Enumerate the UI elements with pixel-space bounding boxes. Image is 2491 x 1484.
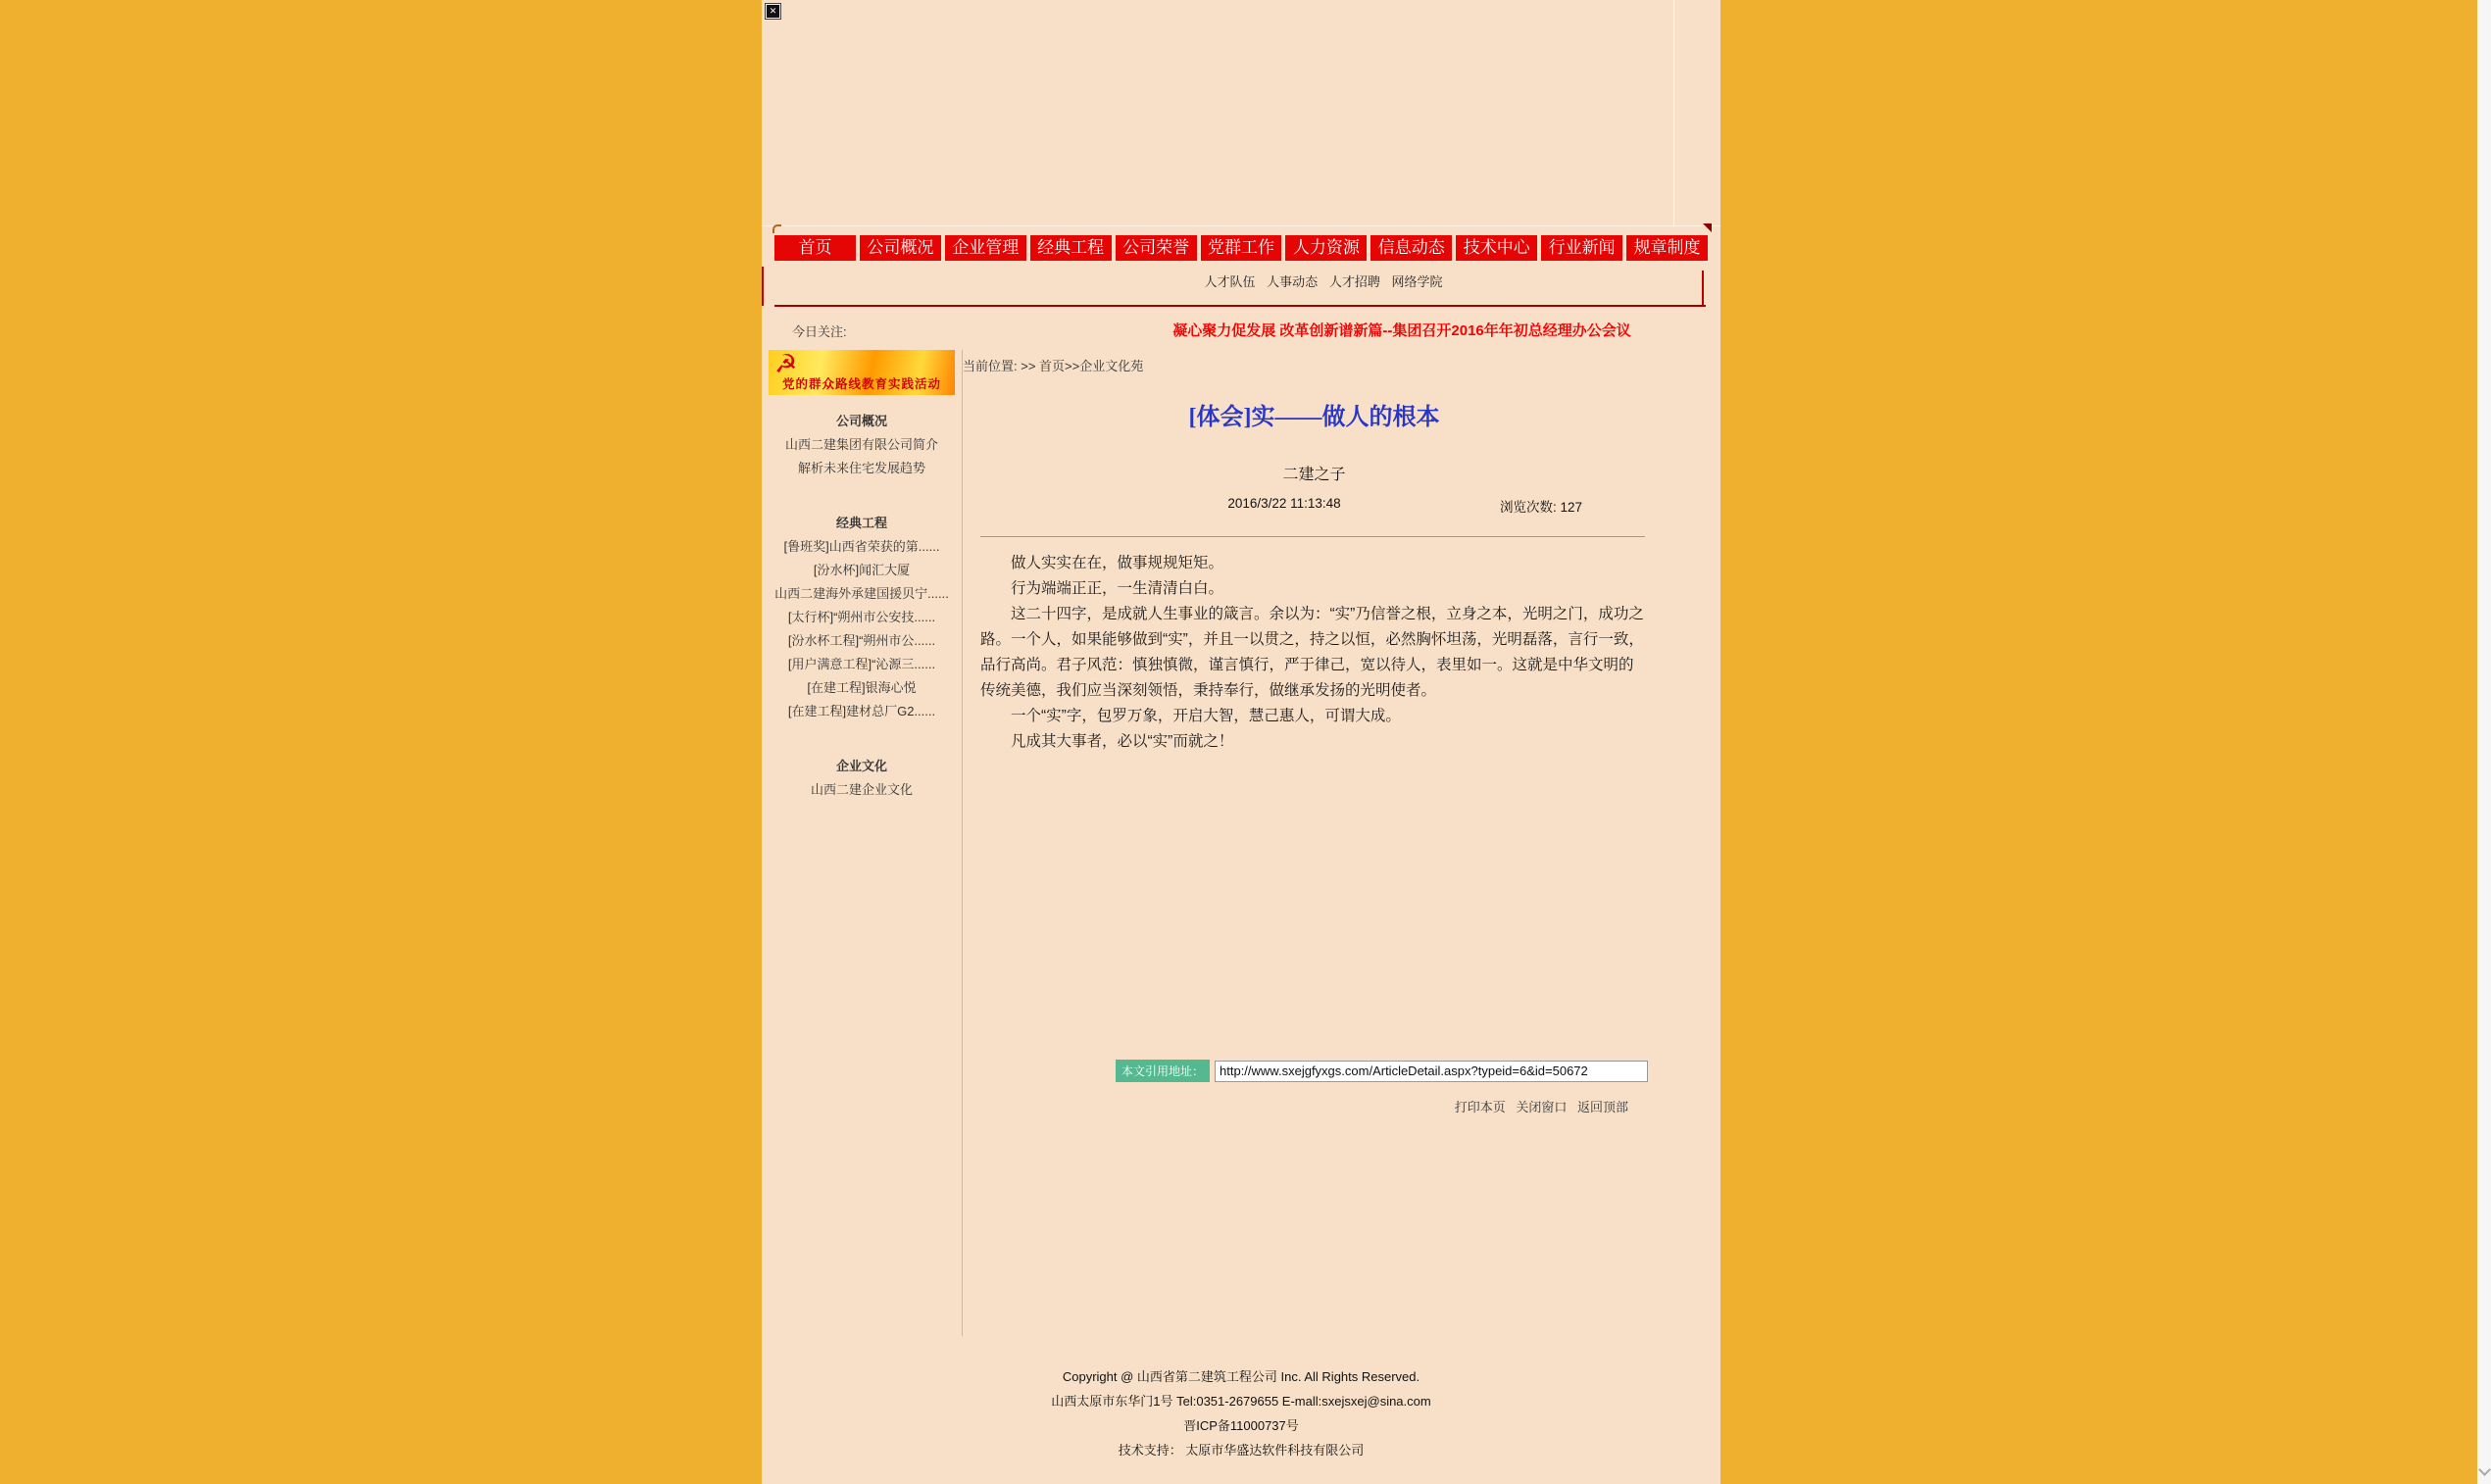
sidebar-link[interactable]: [鲁班奖]山西省荣获的第...... [783,539,940,554]
article-body [980,551,1648,755]
nav-industry-news[interactable]: 行业新闻 [1541,235,1622,261]
sidebar-heading-company-overview: 公司概况 [835,414,887,428]
footer-address-contact: 山西太原市东华门1号 Tel:0351-2679655 E-mall:sxejsxej@sina.com [1051,1394,1431,1409]
top-banner-bottom-border [762,225,1720,226]
nav-rules[interactable]: 规章制度 [1626,235,1708,261]
main-navigation [774,235,1708,261]
close-window-link[interactable]: 关闭窗口 [1516,1100,1568,1114]
footer-copyright: Copyright @ 山西省第二建筑工程公司 Inc. All Rights Reserved. [1062,1369,1420,1384]
sidebar-link[interactable]: 山西二建海外承建国援贝宁...... [774,586,949,601]
sidebar-link[interactable]: [汾水杯工程]“朔州市公...... [787,633,936,648]
footer-tech-support: 技术支持： 太原市华盛达软件科技有限公司 [1118,1443,1365,1458]
article-date: 2016/3/22 11:13:48 [1227,496,1341,511]
sidebar-spacer [762,480,962,497]
sidebar-heading-corporate-culture: 企业文化 [835,759,887,773]
article-actions [1448,1097,1628,1115]
today-focus-label: 今日关注: [792,324,847,339]
nav-party-work[interactable]: 党群工作 [1201,235,1282,261]
header-divider-line [774,305,1706,307]
print-page-link[interactable]: 打印本页 [1454,1100,1506,1114]
page-column [762,0,1720,1484]
nav-corner-left-decoration [772,224,781,233]
nav-tech-center[interactable]: 技术中心 [1456,235,1537,261]
breadcrumb: 当前位置: >> 首页>>企业文化苑 [963,359,1144,373]
sidebar-link[interactable]: [汾水杯]闻汇大厦 [813,563,911,577]
citation-row [1116,1060,1648,1082]
sidebar-link[interactable]: 山西二建集团有限公司简介 [784,437,938,452]
nav-enterprise-management[interactable]: 企业管理 [945,235,1026,261]
sidebar-link[interactable]: 解析未来住宅发展趋势 [797,461,925,475]
today-focus-headline-link[interactable]: 凝心聚力促发展 改革创新谱新篇--集团召开2016年年初总经理办公会议 [1172,322,1631,339]
citation-url-input[interactable] [1215,1061,1648,1082]
article-paragraph: 行为端端正正，一生清清白白。 [1011,580,1224,597]
subnav-talent-team[interactable]: 人才队伍 [1204,274,1256,289]
subnav-recruitment[interactable]: 人才招聘 [1328,274,1380,289]
vertical-scrollbar[interactable] [2477,0,2491,1484]
broken-image-icon: ✕ [766,4,780,19]
sidebar-link[interactable]: 山西二建企业文化 [810,782,913,797]
citation-label: 本文引用地址： [1116,1060,1210,1082]
sidebar-link[interactable]: [在建工程]建材总厂G2...... [787,704,936,718]
article-paragraph: 凡成其大事者，必以“实”而就之！ [1011,733,1234,750]
sidebar-banner-text: 党的群众路线教育实践活动 [781,377,941,391]
nav-company-overview[interactable]: 公司概况 [860,235,941,261]
article-paragraph: 这二十四字，是成就人生事业的箴言。余以为：“实”乃信誉之根，立身之本，光明之门，成功之路。一个人，如果能够做到“实”，并且一以贯之，持之以恒，必然胸怀坦荡，光明磊落，言行一致，品行高尚。君子风范：慎独慎微，谨言慎行，严于律己，宽以待人，表里如一。这就是中华文明的传统美德，我们应当深刻领悟，秉持奉行，做继承发扬的光明使者。 [980,606,1644,699]
footer [762,1364,1720,1462]
article-view-count: 浏览次数: 127 [1499,500,1583,515]
article-paragraph: 做人实实在在，做事规规矩矩。 [1011,555,1224,571]
article-paragraph: 一个“实”字，包罗万象，开启大智，慧己惠人，可谓大成。 [1011,708,1401,724]
top-banner-divider [1673,0,1674,226]
sidebar-link[interactable]: [用户满意工程]“沁源三...... [787,657,936,671]
sidebar-link[interactable]: [在建工程]银海心悦 [807,680,917,695]
article-title: [体会]实——做人的根本 [1188,405,1440,430]
scrollbar-down-arrow-icon[interactable] [2478,1463,2491,1476]
article-author: 二建之子 [1282,467,1346,483]
nav-company-honors[interactable]: 公司荣誉 [1116,235,1197,261]
sub-navigation [762,272,1720,290]
nav-classic-projects[interactable]: 经典工程 [1030,235,1112,261]
nav-info-news[interactable]: 信息动态 [1370,235,1452,261]
article-divider-line [980,536,1645,537]
sidebar [762,350,962,802]
footer-icp-number: 晋ICP备11000737号 [1183,1418,1299,1433]
hammer-sickle-icon: ☭ [774,350,798,379]
subnav-personnel-news[interactable]: 人事动态 [1267,274,1319,289]
nav-home[interactable]: 首页 [774,235,856,261]
sidebar-campaign-banner[interactable] [769,350,955,395]
nav-human-resources[interactable]: 人力资源 [1285,235,1367,261]
sidebar-link[interactable]: [太行杯]“朔州市公安技...... [787,610,936,624]
back-to-top-link[interactable]: 返回顶部 [1576,1100,1628,1114]
nav-corner-right-decoration [1703,223,1712,232]
sidebar-heading-classic-projects: 经典工程 [835,516,887,530]
main-content [963,350,1720,1336]
subnav-online-academy[interactable]: 网络学院 [1391,274,1443,289]
sidebar-spacer [762,723,962,740]
